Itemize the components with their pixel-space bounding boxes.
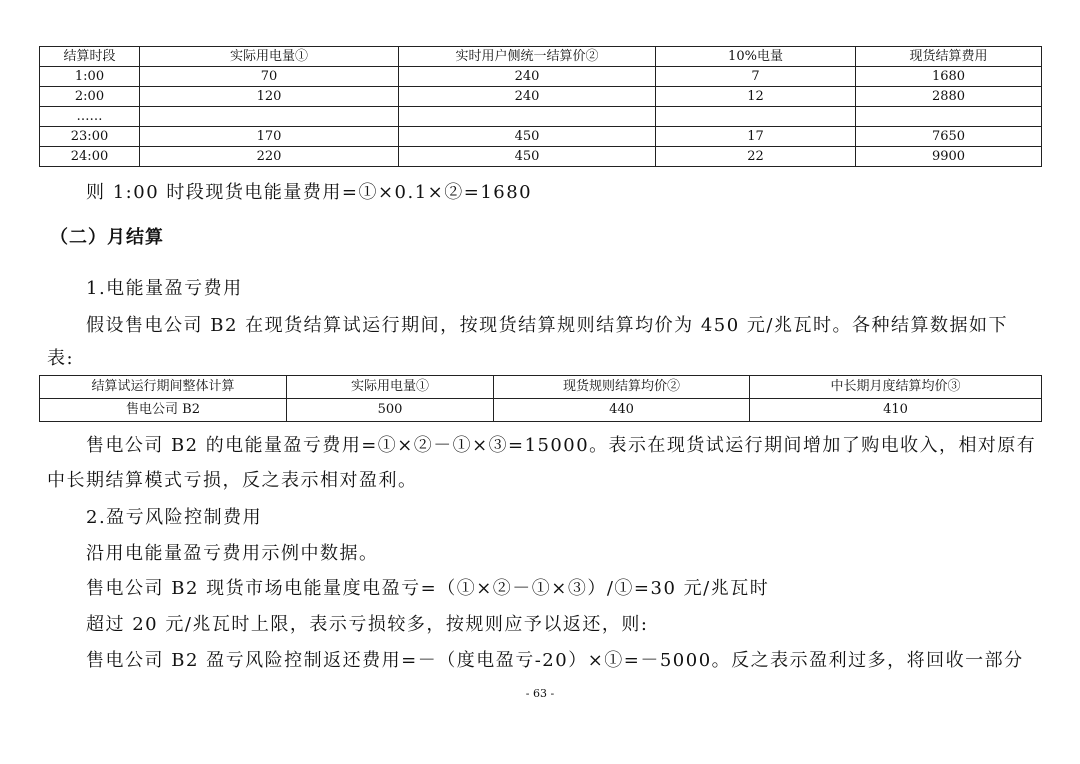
table-header-cell: 实时用户侧统一结算价② xyxy=(399,47,656,67)
table-header-cell: 10%电量 xyxy=(656,47,856,67)
table-row xyxy=(40,399,1042,422)
table-cell: 2880 xyxy=(856,87,1042,107)
table-cell: 450 xyxy=(399,147,656,167)
table-cell xyxy=(656,107,856,127)
page-number: - 63 - xyxy=(525,687,555,700)
table-row xyxy=(40,67,1042,87)
table-cell: 240 xyxy=(399,67,656,87)
table-cell: 23:00 xyxy=(40,127,140,147)
paragraph-2-line-1: 售电公司 B2 的电能量盈亏费用=①×②－①×③=15000。表示在现货试运行期间增加了购电收入，相对原有 xyxy=(86,435,1037,456)
table-header-cell: 现货规则结算均价② xyxy=(494,376,750,399)
subsection-title-1: 1.电能量盈亏费用 xyxy=(86,278,243,299)
paragraph-1-line-2: 表: xyxy=(47,348,75,369)
table-row xyxy=(40,127,1042,147)
table-row xyxy=(40,147,1042,167)
section-heading: （二）月结算 xyxy=(50,227,164,248)
table-cell: 24:00 xyxy=(40,147,140,167)
table-cell: 2:00 xyxy=(40,87,140,107)
overall-calc-table xyxy=(39,375,1042,422)
paragraph-4: 售电公司 B2 现货市场电能量度电盈亏=（①×②－①×③）/①=30 元/兆瓦时 xyxy=(86,578,770,599)
table-cell: 12 xyxy=(656,87,856,107)
table-cell: 220 xyxy=(140,147,399,167)
table-cell: 9900 xyxy=(856,147,1042,167)
table-cell: 7650 xyxy=(856,127,1042,147)
table-row xyxy=(40,107,1042,127)
table-header-cell: 实际用电量① xyxy=(287,376,494,399)
table-cell: 500 xyxy=(287,399,494,422)
table-cell xyxy=(399,107,656,127)
subsection-title-2: 2.盈亏风险控制费用 xyxy=(86,507,263,528)
paragraph-2-line-2: 中长期结算模式亏损，反之表示相对盈利。 xyxy=(47,470,418,491)
table-header-cell: 实际用电量① xyxy=(140,47,399,67)
table-cell: 70 xyxy=(140,67,399,87)
table-cell: 1680 xyxy=(856,67,1042,87)
table-header-cell: 结算时段 xyxy=(40,47,140,67)
table-cell: 17 xyxy=(656,127,856,147)
paragraph-3: 沿用电能量盈亏费用示例中数据。 xyxy=(86,543,379,564)
table-cell: 120 xyxy=(140,87,399,107)
table-cell: 7 xyxy=(656,67,856,87)
table-cell: 1:00 xyxy=(40,67,140,87)
table-cell: 售电公司 B2 xyxy=(40,399,287,422)
table-header-cell: 现货结算费用 xyxy=(856,47,1042,67)
table-cell: 240 xyxy=(399,87,656,107)
table-cell: 170 xyxy=(140,127,399,147)
paragraph-5: 超过 20 元/兆瓦时上限，表示亏损较多，按规则应予以返还，则: xyxy=(86,614,649,635)
paragraph-6: 售电公司 B2 盈亏风险控制返还费用=－（度电盈亏-20）×①=－5000。反之表示盈利过多，将回收一部分 xyxy=(86,650,1024,671)
table-header-row xyxy=(40,376,1042,399)
table-header-cell: 结算试运行期间整体计算 xyxy=(40,376,287,399)
table-cell: 22 xyxy=(656,147,856,167)
table-cell xyxy=(140,107,399,127)
table-cell xyxy=(856,107,1042,127)
table-row xyxy=(40,87,1042,107)
table-header-row xyxy=(40,47,1042,67)
paragraph-1-line-1: 假设售电公司 B2 在现货结算试运行期间，按现货结算规则结算均价为 450 元/兆瓦时。各种结算数据如下 xyxy=(86,315,1008,336)
table-cell: 450 xyxy=(399,127,656,147)
table-header-cell: 中长期月度结算均价③ xyxy=(750,376,1042,399)
calc-line: 则 1:00 时段现货电能量费用=①×0.1×②=1680 xyxy=(86,182,533,203)
settlement-period-table xyxy=(39,46,1042,167)
table-cell: 440 xyxy=(494,399,750,422)
table-cell: 410 xyxy=(750,399,1042,422)
table-cell: …… xyxy=(40,107,140,127)
